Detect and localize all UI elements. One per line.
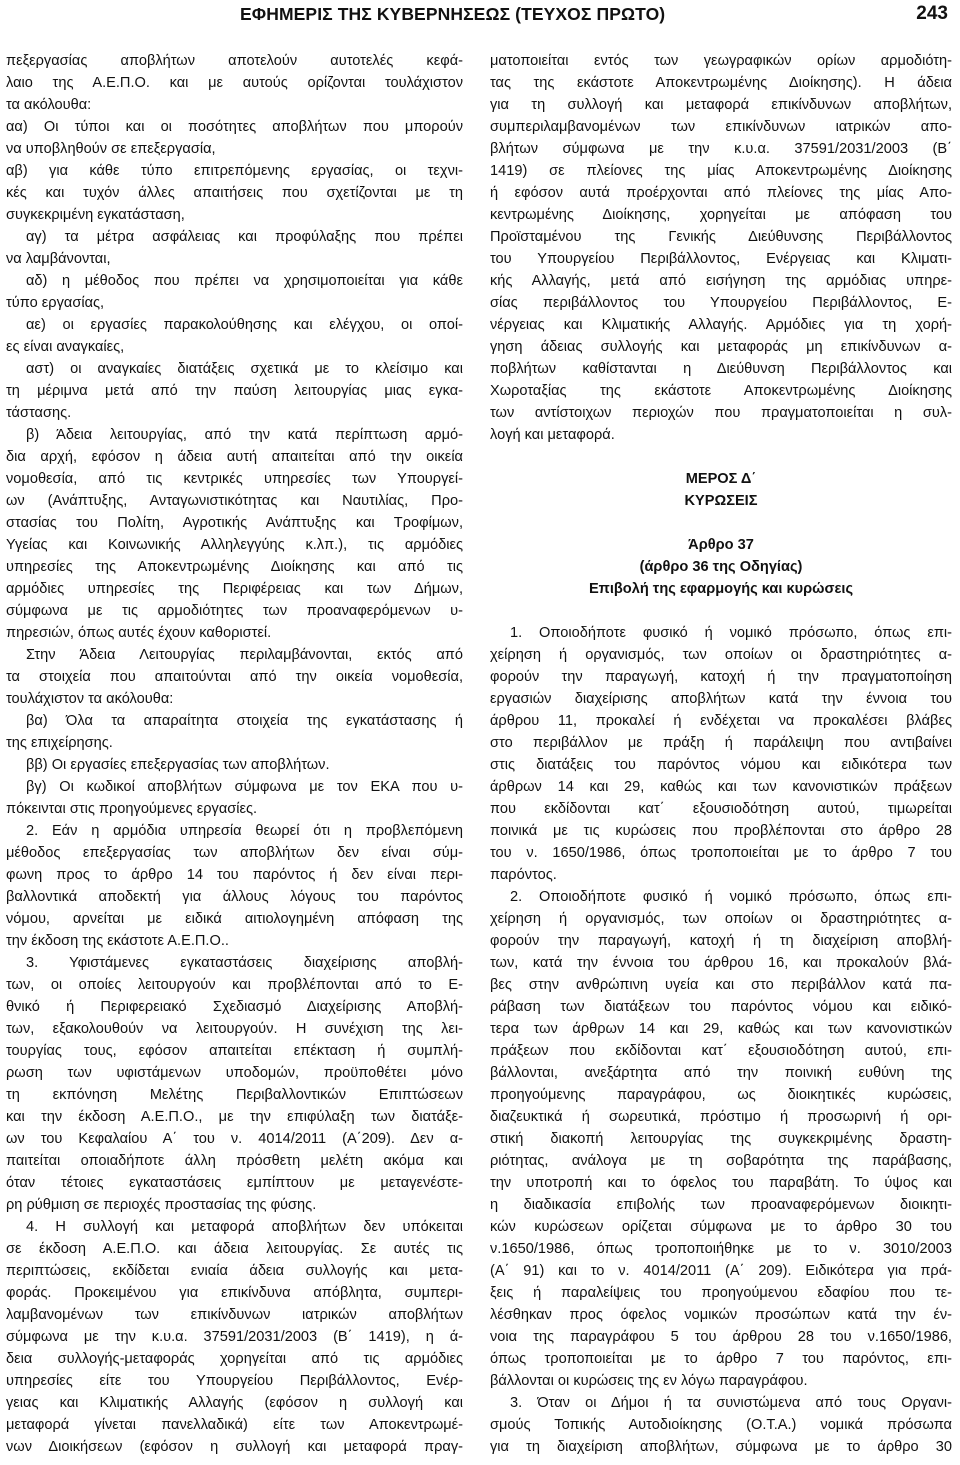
text-line: ριότητας, ανάλογα με τη σοβαρότητα της παράβασης, <box>490 1153 952 1169</box>
text-line: φορούν την παραγωγή, κατοχή ή την πραγματοποίηση <box>490 669 952 685</box>
text-line: κεντρωμένης Διοίκησης, χορηγείται με απόφαση του <box>490 207 952 223</box>
text-line: βες στην ανθρώπινη υγεία και στο περιβάλλον κατά πα- <box>490 977 952 993</box>
text-line: αδ) η μέθοδος που πρέπει να χρησιμοποιείται για κάθε <box>26 273 463 289</box>
text-line: αβ) για κάθε τύπο επιτρεπόμενης εργασίας, οι τεχνι- <box>6 163 463 179</box>
right-column <box>490 50 952 1458</box>
text-line: άρθρου 11, προκαλεί ή ενδέχεται να προκαλέσει βλάβες <box>490 713 952 729</box>
text-line: βάλλονται οι κυρώσεις της εν λόγω παραγράφου. <box>490 1373 808 1389</box>
text-line: νόμου, αρνείται με ειδικά αιτιολογημένη απόφαση της <box>6 911 463 927</box>
text-line: νομοθεσία, από τις κεντρικές υπηρεσίες των Υπουργεί- <box>6 471 463 487</box>
text-line: ββ) Οι εργασίες επεξεργασίας των αποβλήτων. <box>26 757 330 773</box>
text-line: φωνη προς το άρθρο 14 του παρόντος ή δεν είναι περι- <box>6 867 463 883</box>
text-line: νέργειας και Κλιματικής Αλλαγής. Αρμόδιες για τη χορή- <box>490 317 952 333</box>
text-line: μέθοδος επεξεργασίας των αποβλήτων δεν είναι σύμ- <box>6 845 463 861</box>
text-line: δεια συλλογής-μεταφοράς χορηγείται από τις αρμόδιες <box>6 1351 463 1367</box>
text-line: γηση άδειας συλλογής και μεταφοράς μη επικίνδυνων α- <box>490 339 952 355</box>
text-line: κής Αλλαγής, μετά από εισήγηση της αρμόδιας υπηρε- <box>490 273 952 289</box>
text-line: πεξεργασίας αποβλήτων αποτελούν αυτοτελές κεφά- <box>6 53 463 69</box>
text-line: βαλλοντικά αποδεκτή για άλλους λόγους του παρόντος <box>6 889 463 905</box>
text-line: ξεις ή παραλείψεις του προηγούμενου εδαφίου που τε- <box>490 1285 952 1301</box>
text-line: να υποβληθούν σε επεξεργασία, <box>6 141 216 157</box>
text-line: χείρηση ή οργανισμός, των οποίων οι δραστηριότητες α- <box>490 647 952 663</box>
text-line: των, οι οποίες λειτουργούν και προβλέπονται από το Ε- <box>6 977 463 993</box>
article-title: Επιβολή της εφαρμογής και κυρώσεις <box>588 581 854 597</box>
text-line: του Υπουργείου Περιβάλλοντος, Ενέργειας και Κλιματι- <box>490 251 952 267</box>
text-line: σύμφωνα με τις αρμοδιότητες των προαναφερόμενων υ- <box>6 603 463 619</box>
text-line: λαιο της Α.Ε.Π.Ο. και με αυτούς ορίζονται τουλάχιστον <box>6 75 463 91</box>
text-line: όπως τροποποιείται με το άρθρο 7 του παρόντος, επι- <box>490 1351 952 1367</box>
right-column-top-text <box>490 50 952 446</box>
text-line: βλήτων σύμφωνα με την κ.υ.α. 37591/2031/2003 (Β΄ <box>490 141 952 157</box>
text-line: τάστασης. <box>6 405 72 421</box>
text-line: αγ) τα μέτρα ασφάλειας και προφύλαξης που πρέπει <box>26 229 463 245</box>
text-line: χείρηση ή οργανισμός, των οποίων οι δραστηριότητες α- <box>490 911 952 927</box>
text-line: ρη ρύθμιση σε περιοχές προστασίας της φύσης. <box>6 1197 317 1213</box>
text-line: του ν. 1650/1986, όπως τροποποιείται με το άρθρο 7 του <box>490 845 952 861</box>
text-line: τουργίας τους, εφόσον απαιτείται επέκταση ή συμπλή- <box>6 1043 463 1059</box>
text-line: 4. Η συλλογή και μεταφορά αποβλήτων δεν υπόκειται <box>26 1219 463 1235</box>
text-line: 1419) σε πλείονες της μίας Αποκεντρωμένης Διοίκησης <box>490 163 952 179</box>
text-line: παρόντος. <box>490 867 557 883</box>
text-line: παιτείται οποιαδήποτε άλλη πρόσθετη μελέτη ακόμα και <box>6 1153 463 1169</box>
text-line: ματοποιείται εντός των γεωγραφικών ορίων αρμοδιότη- <box>490 53 952 69</box>
text-line: σε έκδοση Α.Ε.Π.Ο. και άδεια λειτουργίας. Σε αυτές τις <box>6 1241 463 1257</box>
text-line: στο περιβάλλον με πράξη ή παράλειψη που αντιβαίνει <box>490 735 952 751</box>
text-line: και την έκδοση Α.Ε.Π.Ο., με την επιφύλαξη των διατάξε- <box>6 1109 463 1125</box>
text-line: θνικό ή Περιφερειακό Σχεδιασμό Διαχείρισης Αποβλή- <box>6 999 463 1015</box>
text-line: τερα των άρθρων 14 και 29, καθώς και των κανονιστικών <box>490 1021 952 1037</box>
text-line: στική διακοπή λειτουργίας της συγκεκριμένης δραστη- <box>490 1131 952 1147</box>
text-line: τύπο εργασίας, <box>6 295 105 311</box>
text-line: Στην Άδεια Λειτουργίας περιλαμβάνονται, εκτός από <box>26 647 463 663</box>
text-line: τα ακόλουθα: <box>6 97 92 113</box>
text-line: φορούν την παραγωγή, κατοχή ή τη διαχείριση αποβλή- <box>490 933 952 949</box>
text-line: συμπεριλαμβανομένων των επικίνδυνων ιατρικών απο- <box>490 119 952 135</box>
text-line: να λαμβάνονται, <box>6 251 111 267</box>
text-line: νοια της παραγράφου 5 του άρθρου 28 του ν.1650/1986, <box>490 1329 952 1345</box>
text-line: ες είναι αναγκαίες, <box>6 339 125 355</box>
text-line: κών κυρώσεων ορίζεται σύμφωνα με το άρθρο 30 του <box>490 1219 952 1235</box>
text-line: των, κατά την έννοια του άρθρου 16, και προκαλούν βλά- <box>490 955 952 971</box>
text-line: ράβαση των διατάξεων του παρόντος νόμου και ειδικό- <box>490 999 952 1015</box>
text-line: γειας και Κλιματικής Αλλαγής (εφόσον η συλλογή και <box>6 1395 463 1411</box>
text-line: σμούς Τοπικής Αυτοδιοίκησης (Ο.Τ.Α.) νομικά πρόσωπα <box>490 1417 952 1433</box>
gazette-title: ΕΦΗΜΕΡΙΣ ΤΗΣ ΚΥΒΕΡΝΗΣΕΩΣ (ΤΕΥΧΟΣ ΠΡΩΤΟ) <box>240 4 666 24</box>
text-line: Υγείας και Κοινωνικής Αλληλεγγύης κ.λπ.), τις αρμόδιες <box>6 537 463 553</box>
text-line: των, εξακολουθούν να λειτουργούν. Η συνέχιση της λει- <box>6 1021 463 1037</box>
left-column <box>6 50 463 1458</box>
text-line: της επιχείρησης. <box>6 735 113 751</box>
text-line: υπηρεσίες της Αποκεντρωμένης Διοίκησης και από τις <box>6 559 463 575</box>
text-line: βα) Όλα τα απαραίτητα στοιχεία της εγκατάστασης ή <box>26 713 463 729</box>
text-line: αε) οι εργασίες παρακολούθησης και ελέγχου, οι οποί- <box>26 317 463 333</box>
text-line: κές και τυχόν άλλες απαιτήσεις που σχετίζονται με τη <box>6 185 463 201</box>
text-line: για τη διαχείριση αποβλήτων, σύμφωνα με το άρθρο 30 <box>490 1439 952 1455</box>
text-line: αστ) οι αναγκαίες διατάξεις σχετικά με το κλείσιμο και <box>26 361 463 377</box>
text-line: η διαδικασία επιβολής των προαναφερόμενων διοικητι- <box>490 1197 952 1213</box>
right-column-article-text <box>490 622 952 1458</box>
text-line: 3. Όταν οι Δήμοι ή τα συνιστώμενα από τους Οργανι- <box>510 1395 952 1411</box>
text-line: την έκδοση της εκάστοτε Α.Ε.Π.Ο.. <box>6 933 229 949</box>
text-line: σύμφωνα με την κ.υ.α. 37591/2031/2003 (Β΄ 1419), η ά- <box>6 1329 463 1345</box>
text-line: πόκεινται στις προηγούμενες εργασίες. <box>6 801 258 817</box>
text-line: στις διατάξεις του παρόντος νόμου και ειδικότερα των <box>490 757 952 773</box>
text-line: αα) Οι τύποι και οι ποσότητες αποβλήτων που μπορούν <box>6 119 463 135</box>
text-line: διαζευκτικά ή σωρευτικά, πρόστιμο ή προσωρινή ή ορι- <box>490 1109 952 1125</box>
text-line: 1. Οποιοδήποτε φυσικό ή νομικό πρόσωπο, όπως επι- <box>510 625 952 641</box>
text-line: αρμόδιες υπηρεσίες της Περιφέρειας και των Δήμων, <box>6 581 463 597</box>
text-line: ων (Ανάπτυξης, Ανταγωνιστικότητας και Ναυτιλίας, Προ- <box>6 493 463 509</box>
text-line: τας της εκάστοτε Αποκεντρωμένης Διοίκησης). Η άδεια <box>490 75 952 91</box>
text-line: ρωση των υφιστάμενων υποδομών, προϋποθέτει μόνο <box>6 1065 463 1081</box>
text-line: φοράς. Προκειμένου για επικίνδυνα απόβλητα, συμπερι- <box>6 1285 463 1301</box>
page-header <box>0 0 960 40</box>
part-title: ΚΥΡΩΣΕΙΣ <box>684 493 758 509</box>
text-line: εργασιών διαχείρισης αποβλήτων κατά την έννοια του <box>490 691 952 707</box>
text-line: σίας περιβάλλοντος του Υπουργείου Περιβάλλοντος, Ε- <box>490 295 952 311</box>
text-line: 2. Εάν η αρμόδια υπηρεσία θεωρεί ότι η προβλεπόμενη <box>26 823 463 839</box>
text-line: (Α΄ 91) και το ν. 4014/2011 (Α΄ 209). Ειδικότερα για πρά- <box>490 1263 952 1279</box>
text-line: προηγούμενης παραγράφου, ως διοικητικές κυρώσεις, <box>490 1087 952 1103</box>
text-line: β) Άδεια λειτουργίας, από την κατά περίπτωση αρμό- <box>26 427 463 443</box>
text-line: τη εκπόνηση Μελέτης Περιβαλλοντικών Επιπτώσεων <box>6 1087 463 1103</box>
text-line: τα στοιχεία που απαιτούνται από την οικεία νομοθεσία, <box>6 669 463 685</box>
text-line: στασίας του Πολίτη, Αγροτικής Ανάπτυξης και Τροφίμων, <box>6 515 463 531</box>
text-line: περιπτώσεις, εκδίδεται ενιαία άδεια συλλογής και μετα- <box>6 1263 463 1279</box>
text-line: μεταφορά γίνεται πανελλαδικά) είτε των Αποκεντρωμέ- <box>6 1417 463 1433</box>
article-heading: Άρθρο 37 <box>688 537 754 553</box>
text-line: υπηρεσίες είτε του Υπουργείου Περιβάλλοντος, Ενέρ- <box>6 1373 463 1389</box>
text-line: βάλλονται, ανεξάρτητα από την ποινική ευθύνη της <box>490 1065 952 1081</box>
text-line: την υποτροπή και το όφελος του παραβάτη. Το ύψος και <box>490 1175 952 1191</box>
text-line: ων του Κεφαλαίου Α΄ του ν. 4014/2011 (Α΄209). Δεν α- <box>6 1131 463 1147</box>
text-line: ν.1650/1986, όπως τροποποιήθηκε με το ν. 3010/2003 <box>490 1241 952 1257</box>
text-line: όταν τέτοιες εγκαταστάσεις εμπίπτουν με μεταγενέστε- <box>6 1175 463 1191</box>
text-line: τουλάχιστον τα ακόλουθα: <box>6 691 174 707</box>
text-line: πηρεσιών, όπως αυτές έχουν καθοριστεί. <box>6 625 272 641</box>
text-line: για τη συλλογή και μεταφορά επικίνδυνων αποβλήτων, <box>490 97 952 113</box>
text-line: ή εφόσον αυτά προέρχονται από πλείονες της μίας Απο- <box>490 185 952 201</box>
text-line: ποινικά με τις κυρώσεις που προβλέπονται στο άρθρο 28 <box>490 823 952 839</box>
text-line: βγ) Οι κωδικοί αποβλήτων σύμφωνα με τον ΕΚΑ που υ- <box>26 779 463 795</box>
text-line: που εκδίδονται κατ΄ εξουσιοδότηση αυτού, τιμωρείται <box>490 801 952 817</box>
text-line: λέσθηκαν προς όφελος νομικών προσώπων κατά την έν- <box>490 1307 952 1323</box>
text-line: νων Διοικήσεων (εφόσον η συλλογή και μεταφορά πραγ- <box>6 1439 463 1455</box>
part-heading: ΜΕΡΟΣ Δ΄ <box>685 471 757 487</box>
text-line: ποβλήτων καθίστανται η Διεύθυνση Περιβάλλοντος και <box>490 361 952 377</box>
text-line: Χωροταξίας της εκάστοτε Αποκεντρωμένης Διοίκησης <box>490 383 952 399</box>
text-line: 3. Υφιστάμενες εγκαταστάσεις διαχείρισης αποβλή- <box>26 955 463 971</box>
page-number: 243 <box>916 3 948 24</box>
text-line: πράξεων που εκδίδονται κατ΄ εξουσιοδότηση αυτού, επι- <box>490 1043 952 1059</box>
text-line: λογή και μεταφορά. <box>490 427 615 443</box>
text-line: λαμβανομένων των επικίνδυνων ιατρικών αποβλήτων <box>6 1307 463 1323</box>
text-line: των αντίστοιχων περιοχών που πραγματοποιείται η συλ- <box>490 405 952 421</box>
text-line: 2. Οποιοδήποτε φυσικό ή νομικό πρόσωπο, όπως επι- <box>510 889 952 905</box>
text-line: τη μέριμνα μετά από την παύση λειτουργίας μιας εγκα- <box>6 383 463 399</box>
directive-reference: (άρθρο 36 της Οδηγίας) <box>639 559 803 575</box>
text-line: άρθρων 14 και 29, καθώς και των κανονιστικών πράξεων <box>490 779 952 795</box>
text-line: συγκεκριμένη εγκατάσταση, <box>6 207 185 223</box>
text-line: Προϊσταμένου της Γενικής Διεύθυνσης Περιβάλλοντος <box>490 229 952 245</box>
text-line: δια αρχή, εφόσον η άδεια αυτή απαιτείται από την οικεία <box>6 449 463 465</box>
